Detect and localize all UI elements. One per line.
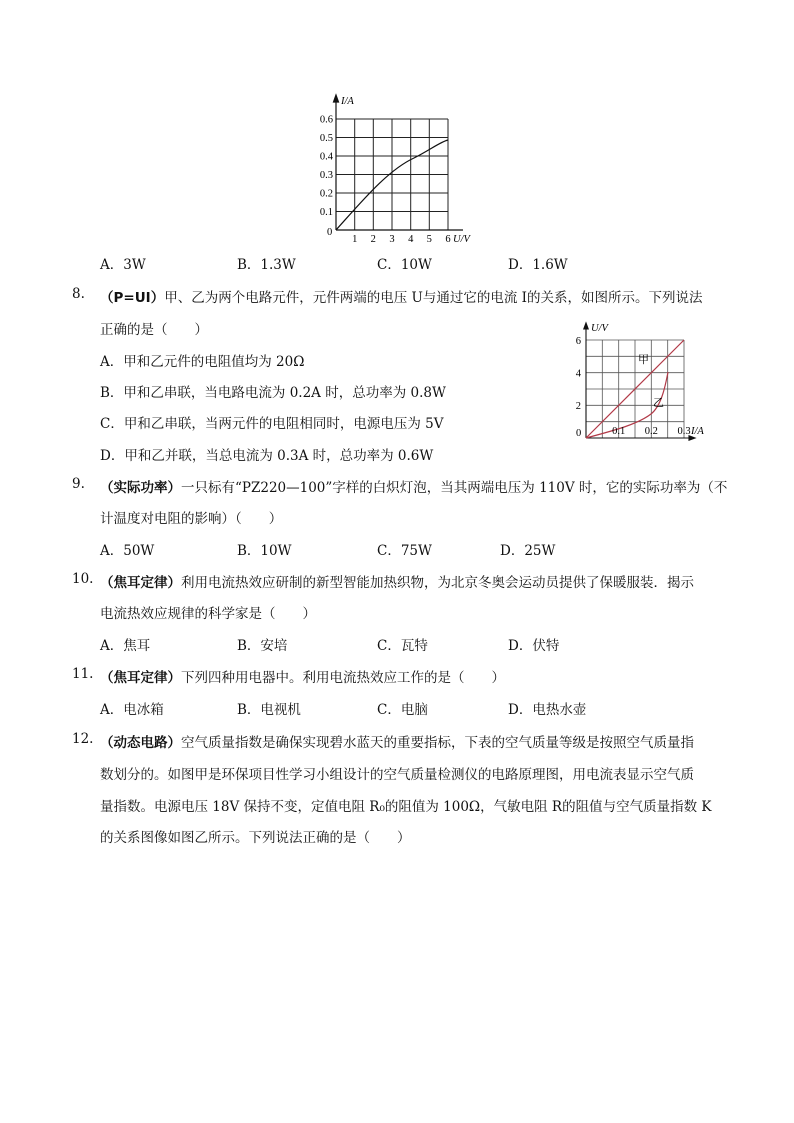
q7-option-a[interactable]: A．3W bbox=[100, 257, 146, 273]
q12-stem-line1: 空气质量指数是确保实现碧水蓝天的重要指标，下表的空气质量等级是按照空气质量指 bbox=[181, 735, 694, 751]
q11-option-d[interactable]: D．电热水壶 bbox=[508, 702, 587, 718]
ui-y-ticks bbox=[576, 336, 582, 412]
iu-y-tick: 0.6 bbox=[319, 114, 333, 126]
q11-number: 11. bbox=[72, 666, 94, 682]
q11-option-c[interactable]: C．电脑 bbox=[377, 702, 428, 718]
iu-axes bbox=[334, 95, 464, 230]
q8-option-c[interactable]: C．甲和乙串联，当两元件的电阻相同时，电源电压为 5V bbox=[100, 416, 444, 432]
q9-option-c[interactable]: C．75W bbox=[377, 543, 432, 559]
series-jia-label: 甲 bbox=[638, 354, 649, 366]
q10-tag: （焦耳定律） bbox=[100, 575, 181, 591]
iu-x-tick: 3 bbox=[389, 234, 395, 245]
q9-tag: （实际功率） bbox=[100, 480, 181, 496]
iu-y-ticks bbox=[320, 115, 334, 219]
q11-stem-line1: 下列四种用电器中。利用电流热效应工作的是（ ） bbox=[181, 670, 505, 686]
q7-option-c[interactable]: C．10W bbox=[377, 257, 432, 273]
q12-number: 12. bbox=[72, 731, 94, 747]
q9-stem-line1: 一只标有“PZ220—100”字样的白炽灯泡，当其两端电压为 110V 时，它的实际功率为（不 bbox=[181, 480, 728, 496]
ui-x-tick: 0.2 bbox=[644, 426, 658, 437]
iu-x-tick: 6 bbox=[445, 234, 451, 245]
iu-y-tick: 0.3 bbox=[319, 170, 333, 181]
iu-origin-label: 0 bbox=[327, 227, 333, 238]
iu-x-tick: 1 bbox=[352, 234, 358, 245]
q10-number: 10. bbox=[72, 571, 94, 587]
q12-stem-line2: 数划分的。如图甲是环保项目性学习小组设计的空气质量检测仪的电路原理图，用电流表显示空气质 bbox=[100, 767, 694, 783]
ui-x-axis-label: I/A bbox=[691, 426, 704, 437]
ui-y-tick: 6 bbox=[575, 336, 581, 347]
q10-option-a[interactable]: A．焦耳 bbox=[100, 638, 151, 654]
q12-tag: （动态电路） bbox=[100, 735, 181, 751]
q9-number: 9. bbox=[72, 476, 85, 492]
iu-x-axis-label: U/V bbox=[453, 234, 470, 245]
ui-axes bbox=[584, 323, 695, 440]
q8-option-d[interactable]: D．甲和乙并联，当总电流为 0.3A 时，总功率为 0.6W bbox=[100, 448, 434, 464]
iu-x-tick: 2 bbox=[370, 234, 376, 245]
iu-graph-figure bbox=[318, 90, 483, 245]
iu-y-tick: 0.1 bbox=[319, 207, 333, 218]
q12-stem-line3: 量指数。电源电压 18V 保持不变，定值电阻 R₀的阻值为 100Ω，气敏电阻 R的阻值与空气质量指数 K bbox=[100, 799, 712, 815]
q9-option-d[interactable]: D．25W bbox=[500, 543, 556, 559]
series-yi-label: 乙 bbox=[653, 397, 664, 409]
iu-x-tick: 5 bbox=[426, 234, 432, 245]
q8-tag: （P=UI） bbox=[100, 290, 165, 306]
iu-grid bbox=[336, 119, 448, 230]
q8-option-a[interactable]: A．甲和乙元件的电阻值均为 20Ω bbox=[100, 354, 305, 370]
ui-graph-figure bbox=[566, 318, 711, 443]
q9-stem-line2: 计温度对电阻的影响）（ ） bbox=[100, 511, 283, 527]
q8-stem-line1: 甲、乙为两个电路元件，元件两端的电压 U与通过它的电流 I的关系，如图所示。下列说法 bbox=[164, 290, 703, 306]
ui-origin-label: 0 bbox=[576, 428, 582, 439]
q7-option-b[interactable]: B．1.3W bbox=[237, 257, 296, 273]
q10-stem-line1: 利用电流热效应研制的新型智能加热织物，为北京冬奥会运动员提供了保暖服装．揭示 bbox=[181, 575, 694, 591]
q9-option-a[interactable]: A．50W bbox=[100, 543, 155, 559]
q9-option-b[interactable]: B．10W bbox=[237, 543, 292, 559]
q8-number: 8. bbox=[72, 286, 85, 302]
ui-y-axis-label: U/V bbox=[591, 323, 608, 334]
q10-option-c[interactable]: C．瓦特 bbox=[377, 638, 428, 654]
q11-option-b[interactable]: B．电视机 bbox=[237, 702, 301, 718]
ui-x-ticks bbox=[612, 426, 690, 437]
q11-tag: （焦耳定律） bbox=[100, 670, 181, 686]
q8-stem-line2: 正确的是（ ） bbox=[100, 322, 208, 338]
iu-y-tick: 0.2 bbox=[319, 188, 333, 200]
q10-option-d[interactable]: D．伏特 bbox=[508, 638, 560, 654]
iu-y-tick: 0.4 bbox=[319, 151, 333, 163]
iu-y-tick: 0.5 bbox=[319, 133, 333, 144]
iu-x-ticks bbox=[352, 234, 451, 245]
q10-option-b[interactable]: B．安培 bbox=[237, 638, 288, 654]
ui-x-tick: 0.1 bbox=[612, 426, 626, 437]
q7-option-d[interactable]: D．1.6W bbox=[508, 257, 568, 273]
q12-stem-line4: 的关系图像如图乙所示。下列说法正确的是（ ） bbox=[100, 830, 411, 846]
iu-y-axis-label: I/A bbox=[341, 96, 354, 107]
ui-y-tick: 4 bbox=[575, 368, 581, 380]
iu-x-tick: 4 bbox=[408, 234, 414, 245]
q11-option-a[interactable]: A．电冰箱 bbox=[100, 702, 164, 718]
ui-x-tick: 0.3 bbox=[677, 426, 691, 437]
q10-stem-line2: 电流热效应规律的科学家是（ ） bbox=[100, 606, 316, 622]
ui-y-tick: 2 bbox=[575, 401, 581, 412]
q8-option-b[interactable]: B．甲和乙串联，当电路电流为 0.2A 时，总功率为 0.8W bbox=[100, 385, 446, 401]
